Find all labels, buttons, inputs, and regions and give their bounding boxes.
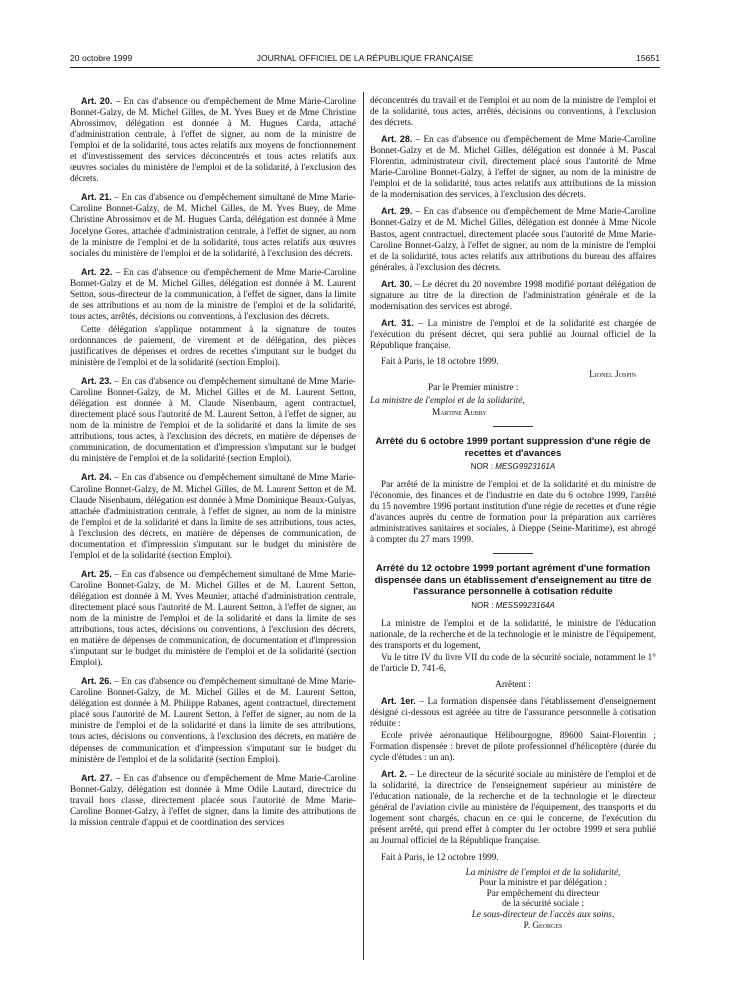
arretent-label: Arrêtent : bbox=[495, 679, 531, 690]
page-header bbox=[70, 53, 660, 67]
article-24: Art. 24. – En cas d'absence ou d'empêchement simultané de Mme Marie-Caroline Bonnet-Galzy, de M. Michel Gilles, de M. Laurent Setton et de M. Claude Nisenbaum, délégation est donnée à Mme Dominique Beaux-Gulyas, attachée d'administration centrale, à l'effet de signer, au nom de la ministre de l'emploi et de la solidarité et dans la limite de ses attributions, tous actes, à l'exclusion des décrets, en matière de dépenses de communication, de documentation et d'impression s'imputant sur le budget du ministère de l'emploi et de la solidarité (section Emploi). bbox=[70, 472, 356, 561]
sig-minister-title: La ministre de l'emploi et de la solidarité, bbox=[465, 867, 621, 878]
article-23: Art. 23. – En cas d'absence ou d'empêchement simultané de Mme Marie-Caroline Bonnet-Galzy, de M. Michel Gilles et de M. Laurent Setton, délégation est donnée à M. Claude Nisenbaum, agent contractuel, directement placé sous l'autorité de M. Laurent Setton, à l'effet de signer, au nom de la ministre de l'emploi et de la solidarité et dans la limite de ses attributions, tous actes, à l'exclusion des décrets, en matière de dépenses de communication, de documentation et d'impression s'imputant sur le budget du ministère de l'emploi et de la solidarité (section Emploi). bbox=[70, 376, 356, 465]
article-30: Art. 30. – Le décret du 20 novembre 1998 modifié portant délégation de signature au titre de la direction de l'administration générale et de la modernisation des services est abrogé. bbox=[370, 278, 656, 312]
sig-sub-director: Le sous-directeur de l'accès aux soins, bbox=[471, 909, 615, 920]
prime-minister-name: Lionel Jospin bbox=[589, 370, 636, 381]
article-22-extra: Cette délégation s'applique notamment à la signature de toutes ordonnances de paiement, de virement et de délégation, des pièces justificatives de dépenses et ordres de recettes s'imputant sur le budget du ministère de l'emploi et de la solidarité (section Emploi). bbox=[70, 324, 356, 369]
arrete-2-nor: NOR : MESS9923164A bbox=[471, 600, 555, 610]
journal-title: JOURNAL OFFICIEL DE LA RÉPUBLIQUE FRANÇAISE bbox=[256, 53, 474, 63]
column-divider bbox=[363, 92, 364, 960]
article-21: Art. 21. – En cas d'absence ou d'empêchement simultané de Mme Marie-Caroline Bonnet-Galzy, de M. Michel Gilles, de M. Yves Buey, de Mme Christine Abrossimov et de M. Hugues Carda, délégation est donnée à Mme Jocelyne Gores, attachée d'administration centrale, à l'effet de signer, au nom de la ministre de l'emploi et de la solidarité, tous actes relatifs aux œuvres sociales du ministère de l'emploi et de la solidarité, à l'exclusion des décrets. bbox=[70, 192, 356, 259]
header-rule bbox=[70, 67, 660, 68]
article-25: Art. 25. – En cas d'absence ou d'empêchement simultané de Mme Marie-Caroline Bonnet-Galzy, de M. Michel Gilles et de M. Laurent Setton, délégation est donnée à M. Yves Meunier, attaché d'administration centrale, directement placé sous l'autorité de M. Laurent Setton, à l'effet de signer, au nom de la ministre de l'emploi et de la solidarité et dans la limite de ses attributions, tous actes, décisions ou conventions, à l'exclusion des décrets, en matière de dépenses de communication, de documentation et d'impression s'imputant sur le budget du ministère de l'emploi et de la solidarité (section Emploi). bbox=[70, 568, 356, 669]
section-separator-2 bbox=[493, 553, 533, 554]
article-22: Art. 22. – En cas d'absence ou d'empêchement de Mme Marie-Caroline Bonnet-Galzy et de M. Michel Gilles, délégation est donnée à M. Laurent Setton, sous-directeur de la communication, à l'effet de signer, dans la limite de ses attributions et au nom de la ministre de l'emploi et de la solidarité, tous actes, arrêtés, décisions ou conventions, à l'exclusion des décrets. bbox=[70, 266, 356, 322]
minister-title: La ministre de l'emploi et de la solidarité, bbox=[370, 396, 525, 407]
arrete-1-nor: NOR : MESG9923161A bbox=[470, 462, 556, 472]
school-details: Ecole privée aéronautique Hélibourgogne, 89600 Saint-Florentin ; Formation dispensée : brevet de pilote professionnel d'hélicoptère (durée du cycle d'études : un an). bbox=[370, 731, 656, 764]
right-column bbox=[370, 96, 656, 931]
article-31: Art. 31. – La ministre de l'emploi et de la solidarité est chargée de l'exécution du présent décret, qui sera publié au Journal officiel de la République française. bbox=[370, 317, 657, 351]
article-26: Art. 26. – En cas d'absence ou d'empêchement simultané de Mme Marie-Caroline Bonnet-Galzy, de M. Michel Gilles et de M. Laurent Setton, délégation est donnée à M. Philippe Rabanes, agent contractuel, directement placé sous l'autorité de M. Laurent Setton, à l'effet de signer, au nom de la ministre de l'emploi et de la solidarité et dans la limite de ses attributions, tous actes, décisions ou conventions, à l'exclusion des décrets, en matière de dépenses de communication et d'impression s'imputant sur le budget du ministère de l'emploi et de la solidarité (section Emploi). bbox=[70, 676, 356, 765]
arrete-1-body: Par arrêté de la ministre de l'emploi et de la solidarité et du ministre de l'économie, des finances et de l'industrie en date du 6 octobre 1999, l'arrêté du 15 novembre 1996 portant institution d'une régie de recettes et d'une régie d'avances auprès du centre de formation pour la préparation aux carrières administratives sanitaires et sociales, à Dieppe (Seine-Maritime), est abrogé à compter du 27 mars 1999. bbox=[370, 480, 656, 546]
article-27: Art. 27. – En cas d'absence ou d'empêchement de Mme Marie-Caroline Bonnet-Galzy, délégation est donnée à Mme Odile Lautard, directrice du travail hors classe, directement placée sous l'autorité de Mme Marie-Caroline Bonnet-Galzy, à l'effet de signer, dans la limite des attributions de la mission centrale d'appui et de coordination des services bbox=[70, 772, 356, 828]
left-column bbox=[70, 96, 356, 836]
sig-impediment: Par empêchement du directeur bbox=[486, 888, 600, 899]
header-date: 20 octobre 1999 bbox=[70, 53, 133, 63]
arrete-2-article-1: Art. 1er. – La formation dispensée dans l'établissement d'enseignement désigné ci-dessous est agréée au titre de l'assurance personnelle à cotisation réduite : bbox=[370, 695, 657, 729]
arrete-2-vu: Vu le titre IV du livre VII du code de la sécurité sociale, notamment le 1° de l'article D. 741-6, bbox=[370, 652, 656, 674]
sig-social-security: de la sécurité sociale : bbox=[502, 899, 584, 910]
article-27-continued: déconcentrés du travail et de l'emploi et au nom de la ministre de l'emploi et de la solidarité, tous actes, arrêtés, décisions ou conventions, à l'exclusion des décrets. bbox=[370, 96, 656, 129]
arrete-2-signature bbox=[430, 868, 656, 932]
article-20: Art. 20. – En cas d'absence ou d'empêchement de Mme Marie-Caroline Bonnet-Galzy, de M. Michel Gilles, de M. Yves Buey et de Mme Christine Abrossimov, délégation est donnée à M. Hugues Carda, attaché d'administration centrale, à l'effet de signer, au nom de la ministre de l'emploi et de la solidarité, tous actes relatifs aux moyens de fonctionnement et d'investissement des services déconcentrés et tous actes relatifs aux œuvres sociales du ministère de l'emploi et de la solidarité, à l'exclusion des décrets. bbox=[70, 96, 356, 185]
page-number: 15651 bbox=[636, 53, 660, 63]
arrete-2-title: Arrêté du 12 octobre 1999 portant agrément d'une formation dispensée dans un établissement d'enseignement au titre de l'assurance personnelle à cotisation réduite bbox=[374, 563, 652, 598]
arrete-1-title: Arrêté du 6 octobre 1999 portant suppression d'une régie de recettes et d'avances bbox=[375, 436, 651, 459]
arrete-2-article-2: Art. 2. – Le directeur de la sécurité sociale au ministère de l'emploi et de la solidarité, la directrice de l'enseignement supérieur au ministère de l'éducation nationale, de la recherche et de la technologie et le directeur général de l'aviation civile au ministère de l'équipement, des transports et du logement sont chargés, chacun en ce qui le concerne, de l'exécution du présent arrêté, qui prend effet à compter du 1er octobre 1999 et sera publié au Journal officiel de la République française. bbox=[370, 769, 656, 847]
article-28: Art. 28. – En cas d'absence ou d'empêchement de Mme Marie-Caroline Bonnet-Galzy et de M. Michel Gilles, délégation est donnée à M. Pascal Florentin, administrateur civil, directement placé sous l'autorité de Mme Marie-Caroline Bonnet-Galzy, à l'effet de signer, au nom de la ministre de l'emploi et de la solidarité, tous actes relatifs aux attributions de la mission de la modernisation des services, à l'exclusion des décrets. bbox=[370, 134, 656, 201]
arrete-2-date: Fait à Paris, le 12 octobre 1999. bbox=[381, 852, 499, 863]
by-prime-minister: Par le Premier ministre : bbox=[428, 383, 519, 394]
article-29: Art. 29. – En cas d'absence ou d'empêchement de Mme Marie-Caroline Bonnet-Galzy et de M. Michel Gilles, délégation est donnée à Mme Nicole Bastos, agent contractuel, directement placée sous l'autorité de Mme Marie-Caroline Bonnet-Galzy, à l'effet de signer, au nom de la ministre de l'emploi et de la solidarité, tous actes relatifs aux attributions du bureau des affaires générales, à l'exclusion des décrets. bbox=[370, 206, 656, 273]
sig-name: P. Georges bbox=[523, 920, 563, 931]
minister-name: Martine Aubry bbox=[432, 408, 487, 419]
sig-delegation: Pour la ministre et par délégation : bbox=[479, 878, 607, 889]
decree-date: Fait à Paris, le 18 octobre 1999. bbox=[381, 356, 499, 367]
arrete-2-intro: La ministre de l'emploi et de la solidarité, le ministre de l'éducation nationale, de la recherche et de la technologie et le ministre de l'équipement, des transports et du logement, bbox=[370, 618, 656, 651]
section-separator bbox=[493, 426, 533, 427]
